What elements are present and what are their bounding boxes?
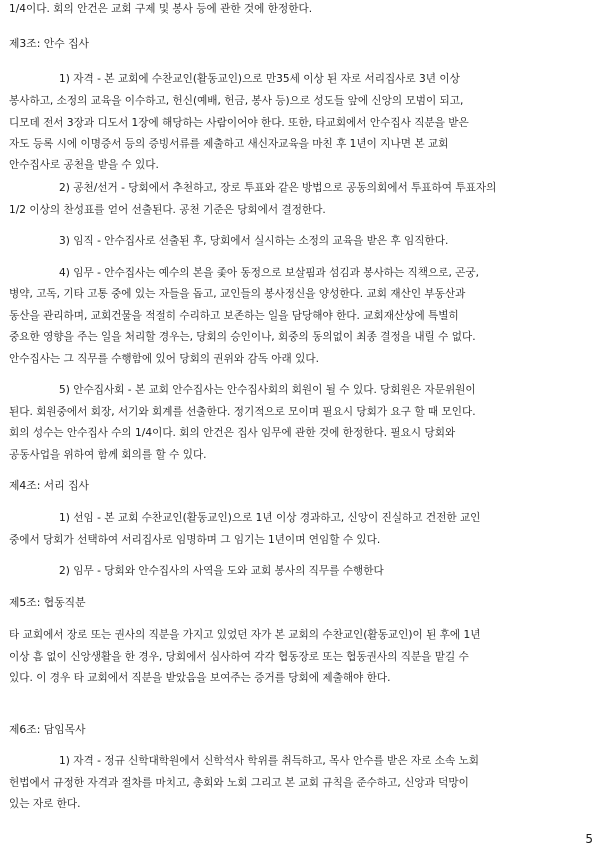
art3-p2-line: 1/2 이상의 찬성표를 얻어 선출된다. 공천 기준은 당회에서 결정한다. [9, 204, 326, 216]
art3-p2-line: 2) 공천/선거 - 당회에서 추천하고, 장로 투표와 같은 방법으로 공동의회에서 투표하여 투표자의 [59, 182, 497, 194]
art4-p1-line: 중에서 당회가 선택하여 서리집사로 임명하며 그 임기는 1년이며 연임할 수 있다. [9, 534, 381, 546]
art3-p1-line: 디모데 전서 3장과 디도서 1장에 해당하는 사람이어야 한다. 또한, 타교회에서 안수집사 직분을 받은 [9, 117, 469, 129]
intro-line: 1/4이다. 회의 안건은 교회 구제 및 봉사 등에 관한 것에 한정한다. [9, 3, 313, 15]
art3-p1-line: 자도 등록 시에 이명증서 등의 증빙서류를 제출하고 새신자교육을 마친 후 1년이 지나면 본 교회 [9, 138, 449, 150]
page-number: 5 [585, 832, 593, 846]
art6-p1-line: 헌법에서 규정한 자격과 절차를 마치고, 총회와 노회 그리고 본 교회 규칙을 준수하고, 신앙과 덕망이 [9, 777, 469, 789]
art3-p5-line: 회의 성수는 안수집사 수의 1/4이다. 회의 안건은 집사 임무에 관한 것에 한정한다. 필요시 당회와 [9, 427, 456, 439]
art3-p4-line: 4) 임무 - 안수집사는 예수의 본을 좇아 동정으로 보살핌과 섬김과 봉사하는 직책으로, 곤궁, [59, 267, 480, 279]
article-6-heading: 제6조: 담임목사 [9, 723, 86, 736]
art5-p1-line: 있다. 이 경우 타 교회에서 직분을 받았음을 보여주는 증거를 당회에 제출해야 한다. [9, 672, 391, 684]
art3-p5-line: 5) 안수집사회 - 본 교회 안수집사는 안수집사회의 회원이 될 수 있다. 당회원은 자문위원이 [59, 384, 476, 396]
art3-p4-line: 동산을 관리하며, 교회건물을 적절히 수리하고 보존하는 일을 담당해야 한다. 교회재산상에 특별히 [9, 310, 459, 322]
art3-p5-line: 된다. 회원중에서 회장, 서기와 회계를 선출한다. 정기적으로 모이며 필요시 당회가 요구 할 때 모인다. [9, 406, 476, 418]
art3-p3-line: 3) 임직 - 안수집사로 선출된 후, 당회에서 실시하는 소정의 교육을 받은 후 임직한다. [59, 235, 449, 247]
art4-p1-line: 1) 선임 - 본 교회 수찬교인(활동교인)으로 1년 이상 경과하고, 신앙이 진실하고 건전한 교인 [59, 512, 481, 524]
art6-p1-line: 있는 자로 한다. [9, 798, 81, 810]
article-4-heading: 제4조: 서리 집사 [9, 479, 89, 492]
art3-p1-line: 1) 자격 - 본 교회에 수찬교인(활동교인)으로 만35세 이상 된 자로 서리집사로 3년 이상 [59, 73, 460, 85]
art6-p1-line: 1) 자격 - 정규 신학대학원에서 신학석사 학위를 취득하고, 목사 안수를 받은 자로 소속 노회 [59, 755, 480, 767]
art3-p4-line: 병약, 고독, 기타 고통 중에 있는 자들을 돕고, 교인들의 봉사정신을 양성한다. 교회 재산인 부동산과 [9, 288, 466, 300]
art4-p2-line: 2) 임무 - 당회와 안수집사의 사역을 도와 교회 봉사의 직무를 수행한다 [59, 565, 384, 577]
art5-p1-line: 이상 흠 없이 신앙생활을 한 경우, 당회에서 심사하여 각각 협동장로 또는 협동권사의 직분을 맡길 수 [9, 651, 469, 663]
art3-p4-line: 안수집사는 그 직무를 수행함에 있어 당회의 권위와 감독 아래 있다. [9, 353, 319, 365]
art5-p1-line: 타 교회에서 장로 또는 권사의 직분을 가지고 있었던 자가 본 교회의 수찬교인(활동교인)이 된 후에 1년 [9, 629, 481, 641]
art3-p4-line: 중요한 영향을 주는 일을 처리할 경우는, 당회의 승인이나, 회중의 동의없이 최종 결정을 내릴 수 없다. [9, 331, 476, 343]
art3-p1-line: 안수집사로 공천을 받을 수 있다. [9, 159, 159, 171]
art3-p1-line: 봉사하고, 소정의 교육을 이수하고, 헌신(예배, 헌금, 봉사 등)으로 성도들 앞에 신앙의 모범이 되고, [9, 95, 464, 107]
article-5-heading: 제5조: 협동직분 [9, 596, 86, 609]
art3-p5-line: 공동사업을 위하여 함께 회의를 할 수 있다. [9, 449, 207, 461]
article-3-heading: 제3조: 안수 집사 [9, 37, 89, 50]
